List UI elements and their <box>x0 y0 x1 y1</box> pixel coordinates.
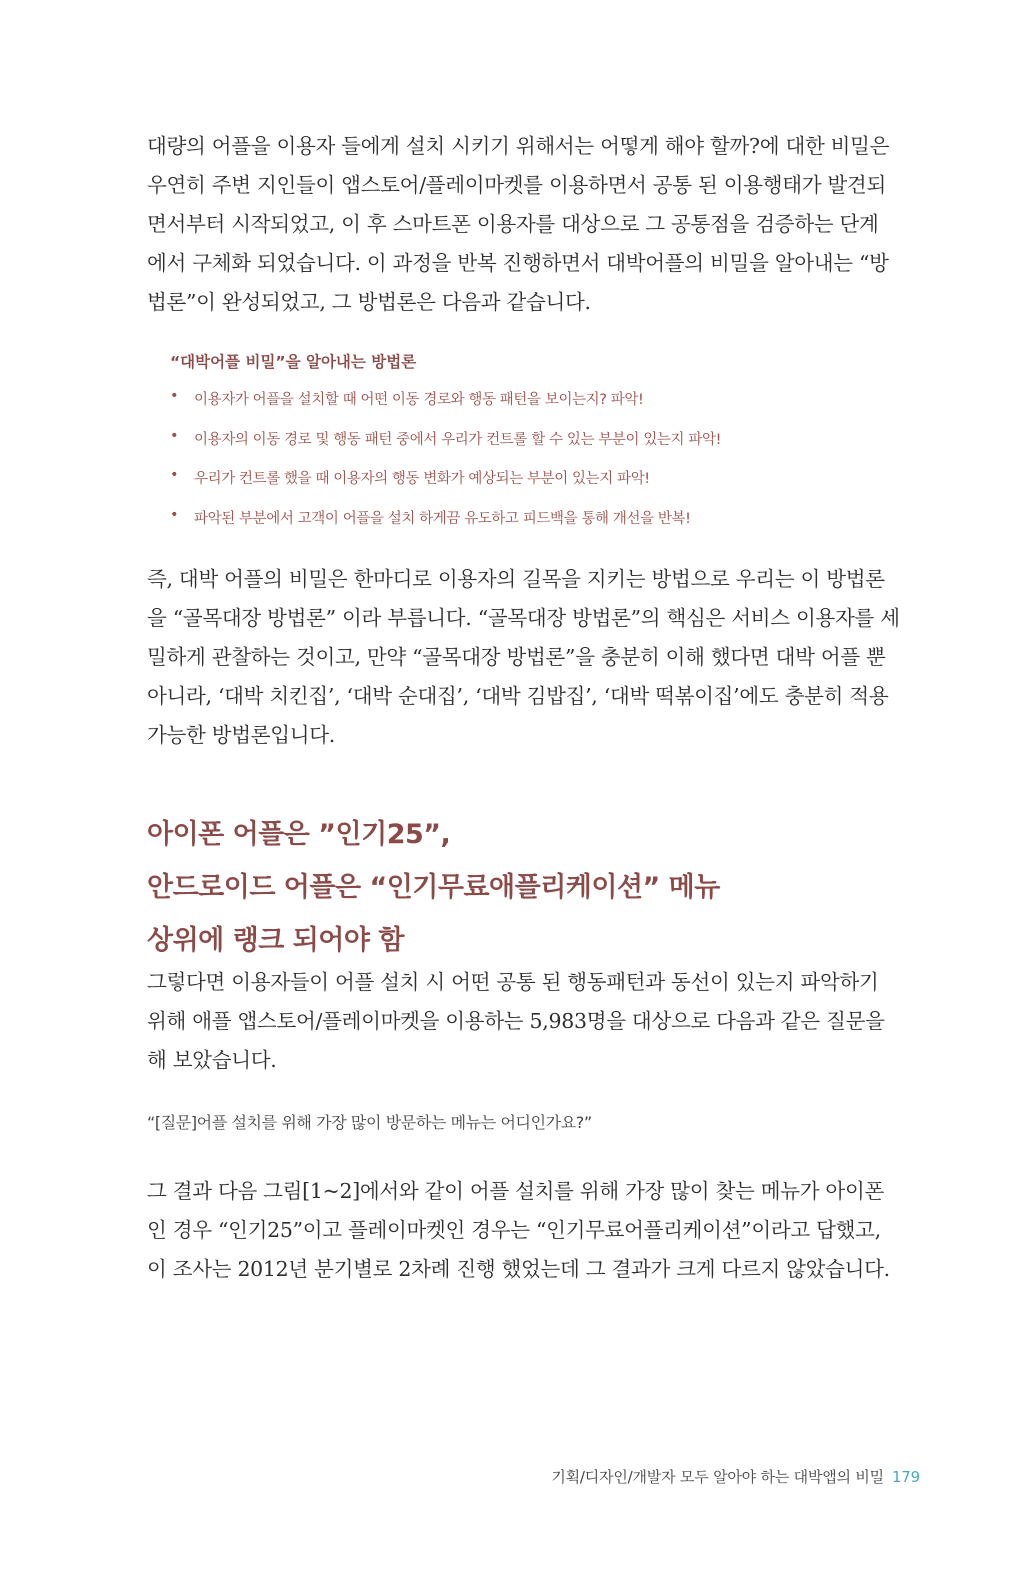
page-footer <box>551 1466 920 1487</box>
paragraph-line: 법론”이 완성되었고, 그 방법론은 다음과 같습니다. <box>147 290 591 314</box>
paragraph-line: 밀하게 관찰하는 것이고, 만약 “골목대장 방법론”을 충분히 이해 했다면 대박 어플 뿐 <box>147 645 886 669</box>
bullet-icon: • <box>170 388 179 404</box>
bullet-text: 우리가 컨트롤 했을 때 이용자의 행동 변화가 예상되는 부분이 있는지 파악! <box>194 471 650 487</box>
paragraph-line: 우연히 주변 지인들이 앱스토어/플레이마켓를 이용하면서 공통 된 이용행태가 발견되 <box>147 173 886 197</box>
footer-book-title: 기획/디자인/개발자 모두 알아야 하는 대박앱의 비밀 <box>551 1468 884 1486</box>
bullet-icon: • <box>170 427 179 444</box>
paragraph-intro <box>147 127 890 322</box>
paragraph-line: 이 조사는 2012년 분기별로 2차례 진행 했었는데 그 결과가 크게 다르지 않았습니다. <box>147 1257 890 1281</box>
paragraph-line: 을 “골목대장 방법론” 이라 부릅니다. “골목대장 방법론”의 핵심은 서비스 이용자를 세 <box>147 606 900 630</box>
bullet-text: 파악된 부분에서 고객이 어플을 설치 하게끔 유도하고 피드백을 통해 개선을 반복! <box>194 510 691 527</box>
paragraph-line: 즉, 대박 어플의 비밀은 한마디로 이용자의 길목을 지키는 방법으로 우리는 이 방법론 <box>147 567 885 591</box>
section-heading <box>147 808 720 967</box>
methodology-bullet-list <box>170 388 721 546</box>
list-item <box>170 428 721 468</box>
survey-question: “[질문]어플 설치를 위해 가장 많이 방문하는 메뉴는 어디인가요?” <box>147 1113 592 1132</box>
list-item <box>170 507 721 547</box>
list-item <box>170 388 721 428</box>
paragraph-line: 해 보았습니다. <box>147 1048 277 1072</box>
paragraph-line: 인 경우 “인기25”이고 플레이마켓인 경우는 “인기무료어플리케이션”이라고 답했고, <box>147 1218 881 1242</box>
paragraph-line: 그렇다면 이용자들이 어플 설치 시 어떤 공통 된 행동패턴과 동선이 있는지 파악하기 <box>147 970 879 994</box>
bullet-text: 이용자가 어플을 설치할 때 어떤 이동 경로와 행동 패턴을 보이는지? 파악! <box>194 392 644 408</box>
paragraph-line: 위해 애플 앱스토어/플레이마켓을 이용하는 5,983명을 대상으로 다음과 같은 질문을 <box>147 1009 885 1033</box>
paragraph-line: 그 결과 다음 그림[1~2]에서와 같이 어플 설치를 위해 가장 많이 찾는 메뉴가 아이폰 <box>147 1179 884 1203</box>
paragraph-line: 면서부터 시작되었고, 이 후 스마트폰 이용자를 대상으로 그 공통점을 검증하는 단계 <box>147 212 879 236</box>
paragraph-line: 아니라, ‘대박 치킨집’, ‘대박 순대집’, ‘대박 김밥집’, ‘대박 떡볶이집’에도 충분히 적용 <box>147 684 889 708</box>
paragraph-result <box>147 1172 890 1289</box>
paragraph-line: 대량의 어플을 이용자 들에게 설치 시키기 위해서는 어떻게 해야 할까?에 대한 비밀은 <box>147 134 890 158</box>
paragraph-line: 가능한 방법론입니다. <box>147 723 335 747</box>
bullet-icon: • <box>170 467 179 483</box>
heading-line: 안드로이드 어플은 “인기무료애플리케이션” 메뉴 <box>147 872 720 903</box>
paragraph-alley-method <box>147 560 900 755</box>
page-number: 179 <box>891 1468 920 1486</box>
list-item <box>170 467 721 507</box>
paragraph-line: 에서 구체화 되었습니다. 이 과정을 반복 진행하면서 대박어플의 비밀을 알아내는 “방 <box>147 251 889 275</box>
methodology-box-title: “대박어플 비밀”을 알아내는 방법론 <box>170 353 417 371</box>
heading-line: 아이폰 어플은 ”인기25”, <box>147 819 451 850</box>
heading-line: 상위에 랭크 되어야 함 <box>147 925 404 956</box>
bullet-icon: • <box>170 506 179 523</box>
bullet-text: 이용자의 이동 경로 및 행동 패턴 중에서 우리가 컨트롤 할 수 있는 부분이 있는지 파악! <box>194 431 721 448</box>
paragraph-survey <box>147 963 885 1080</box>
